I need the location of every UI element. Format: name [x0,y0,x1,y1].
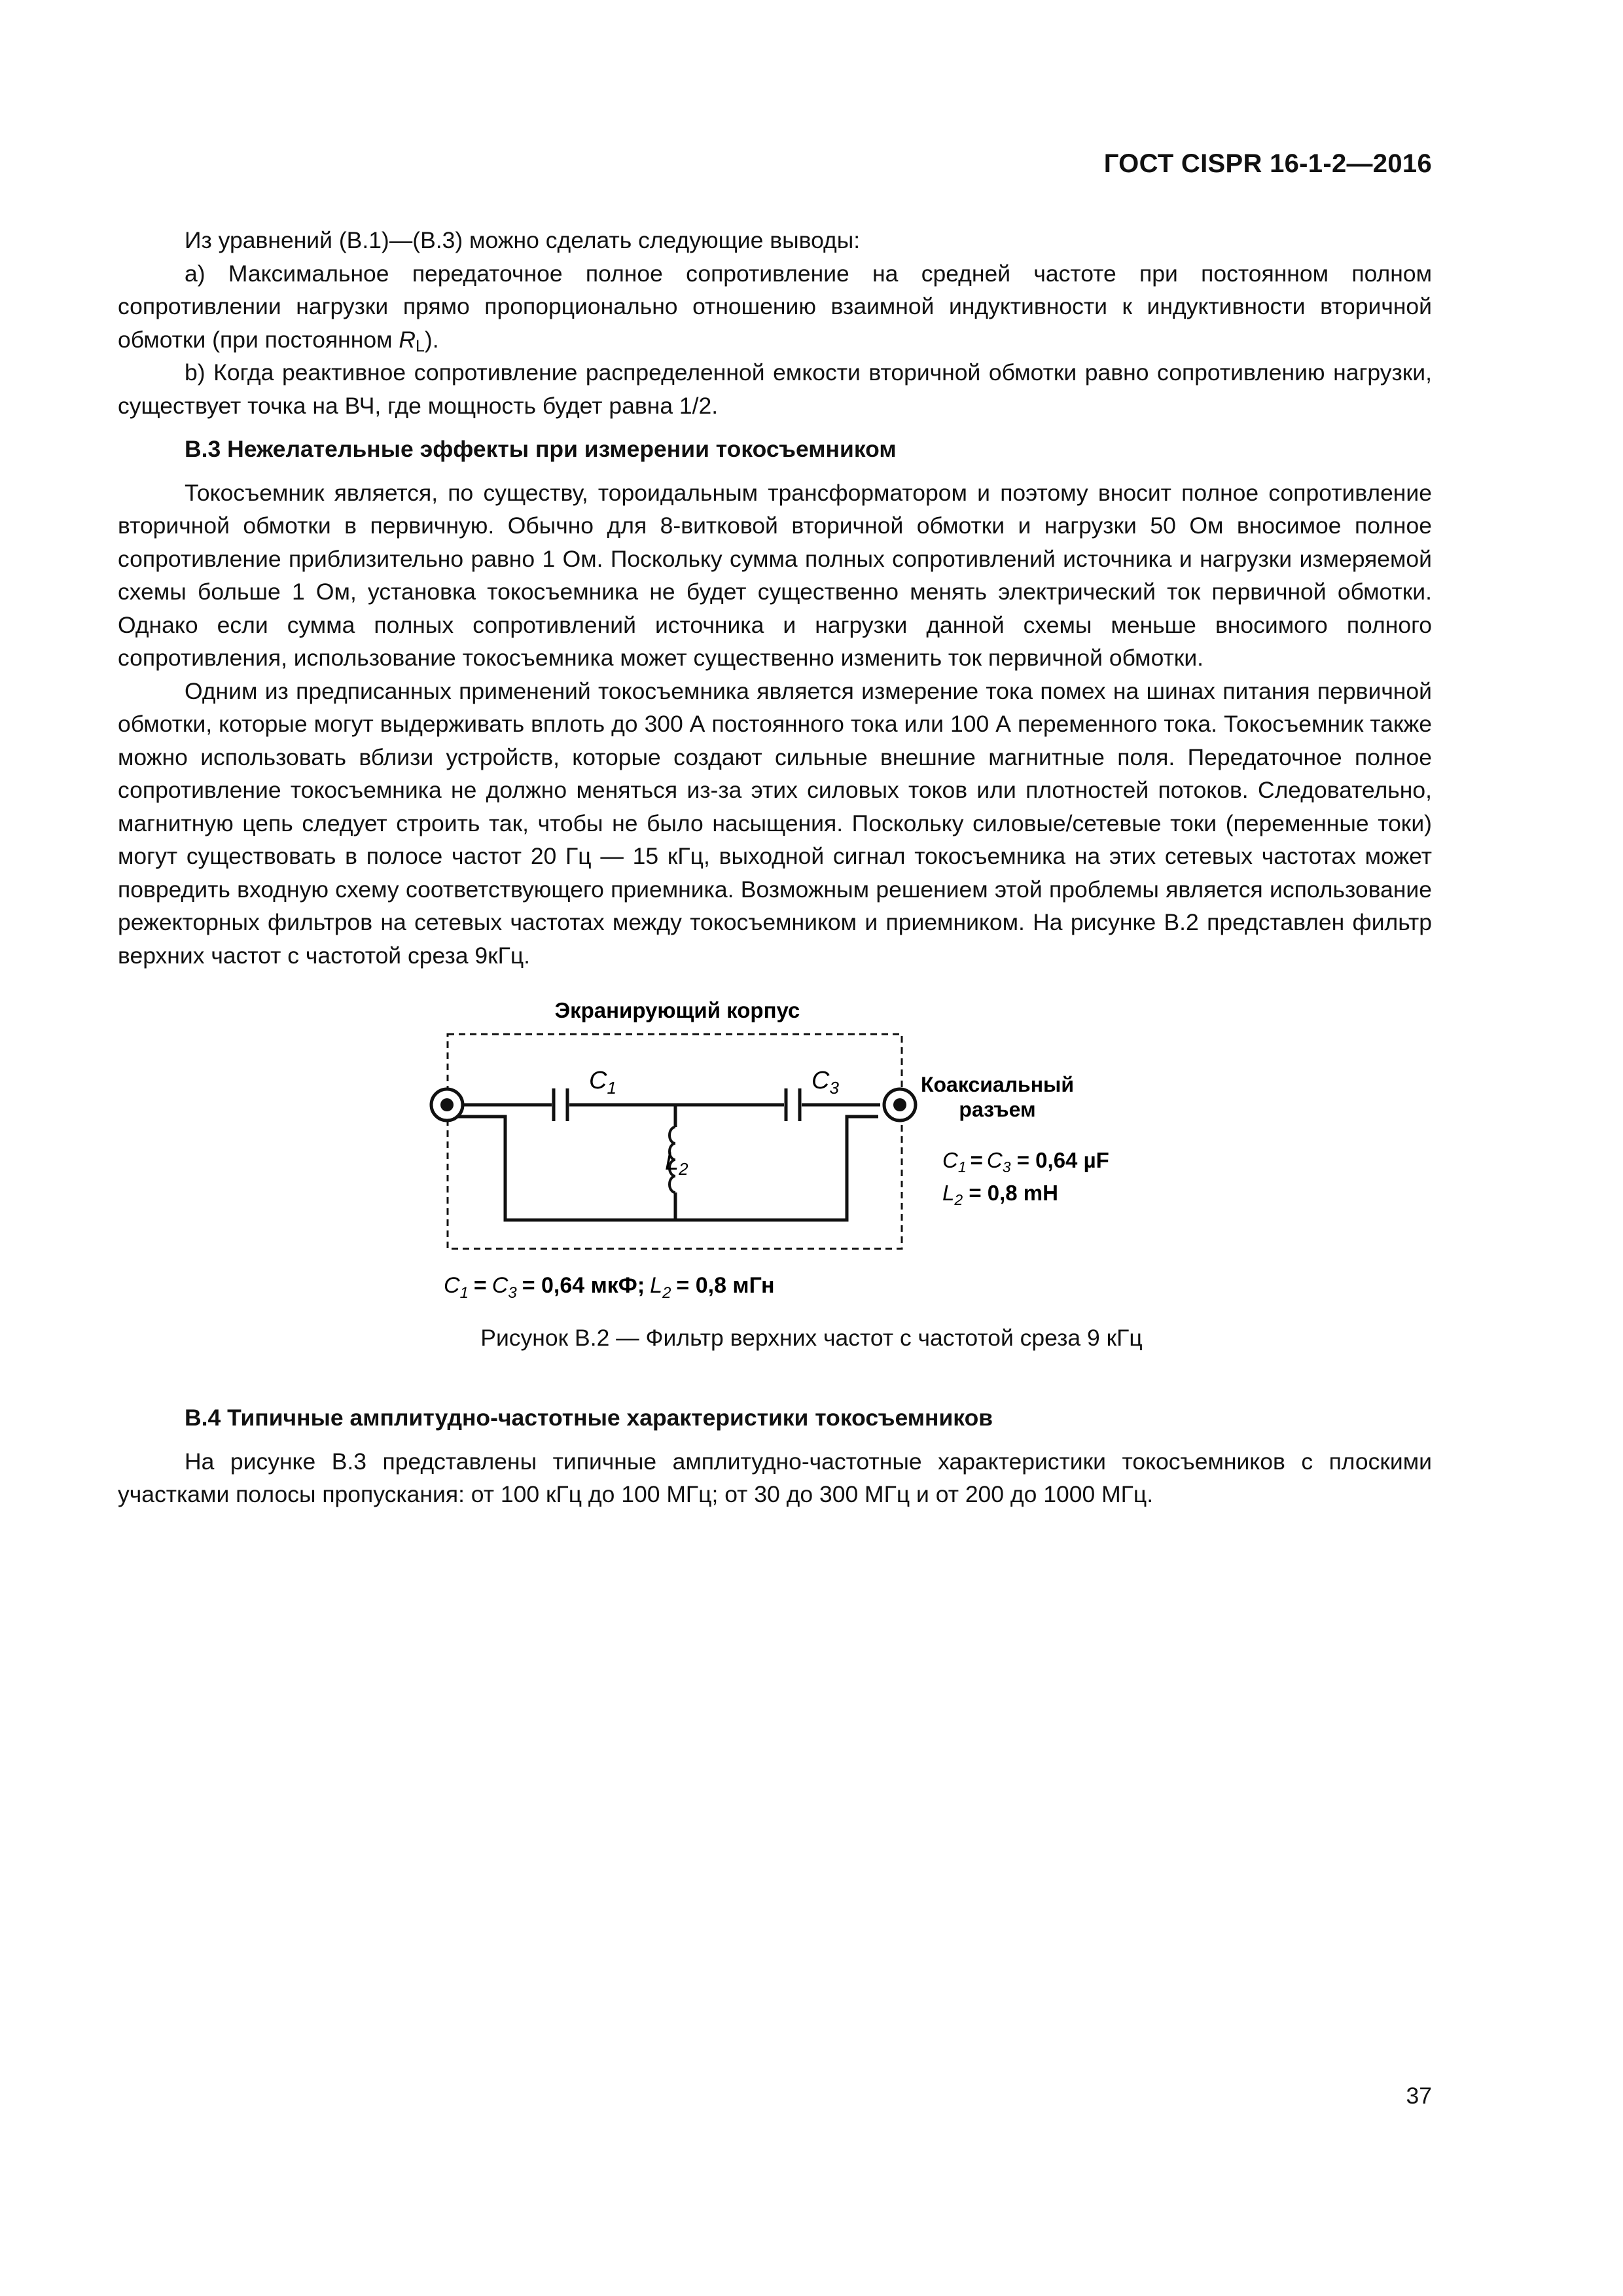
page-number: 37 [1406,2083,1432,2109]
intro-lead: Из уравнений (B.1)—(B.3) можно сделать следующие выводы: [185,227,861,253]
capacitance-spec: $C_1 = C_3 = 0,64$ µF [942,1148,1109,1175]
conclusion-a-end: ). [424,326,439,353]
resistance-symbol: R [399,326,416,353]
section-b4-heading: В.4 Типичные амплитудно-частотные характеристики токосъемников [185,1405,993,1431]
component-values: $C_1 = C_3 = 0,64$ мкФ; $L_2 = 0,8$ мГн [444,1273,775,1302]
coax-connector-right [884,1089,916,1121]
conclusion-b: b) Когда реактивное сопротивление распределенной емкости вторичной обмотки равно сопротивлению нагрузки, существует точка на ВЧ, где мощность будет равна 1/2. [118,359,1432,419]
conclusion-a-text: a) Максимальное передаточное полное сопротивление на средней частоте при постоянном полном сопротивлении нагрузки прямо пропорционально отношению взаимной индуктивности к индуктивности вторичной обмотки (при постоянном [118,260,1432,353]
section-b3-paragraph-2: Одним из предписанных применений токосъемника является измерение тока помех на шинах питания первичной обмотки, которые могут выдерживать вплоть до 300 А постоянного тока или 100 А переменного тока. Токосъемник также можно использовать вблизи устройств, которые создают сильные внешние магнитные поля. Передаточное полное сопротивление токосъемника не должно меняться из-за этих силовых токов или плотностей потоков. Следовательно, магнитную цепь следует строить так, чтобы не было насыщения. Поскольку силовые/сетевые токи (переменные токи) могут существовать в полосе частот 20 Гц — 15 кГц, выходной сигнал токосъемника на этих сетевых частотах может повредить входную схему соответствующего приемника. Возможным решением этой проблемы является использование режекторных фильтров на сетевых частотах между токосъемником и приемником. На рисунке В.2 представлен фильтр верхних частот с частотой среза 9кГц. [118,677,1432,969]
enclosure-label: Экранирующий корпус [554,998,800,1022]
section-b3-paragraph-1: Токосъемник является, по существу, тороидальным трансформатором и поэтому вносит полное сопротивление вторичной обмотки в первичную. Обычно для 8-витковой вторичной обмотки и нагрузки 50 Ом вносимое полное сопротивление приблизительно равно 1 Ом. Поскольку сумма полных сопротивлений источника и нагрузки измеряемой схемы больше 1 Ом, установка токосъемника не будет существенно менять электрический ток первичной обмотки. Однако если сумма полных сопротивлений источника и нагрузки данной схемы меньше вносимого полного сопротивления, использование токосъемника может существенно изменить ток первичной обмотки. [118,479,1432,671]
section-b4-block [118,1401,1432,1511]
section-b4-paragraph: На рисунке В.3 представлены типичные амплитудно-частотные характеристики токосъемников с плоскими участками полосы пропускания: от 100 кГц до 100 МГц; от 30 до 300 МГц и от 200 до 1000 МГц. [118,1448,1432,1507]
connector-label-line-1: Коаксиальный [920,1073,1075,1096]
standard-code: ГОСТ CISPR 16-1-2—2016 [1103,149,1432,178]
resistance-subscript: L [416,337,425,355]
inductance-spec: $L_2 = 0,8$ mH [942,1181,1058,1208]
figure-caption: Рисунок В.2 — Фильтр верхних частот с частотой среза 9 кГц [480,1325,1143,1351]
coax-connector-left [431,1089,463,1121]
l2-label: $L_2$ [665,1148,688,1179]
section-b3-heading: В.3 Нежелательные эффекты при измерении токосъемником [185,436,897,462]
capacitor-c3 [786,1088,800,1121]
capacitor-c1 [554,1088,567,1121]
c3-label: $C_3$ [812,1067,839,1098]
connector-label-line-2: разъем [959,1098,1036,1121]
c1-label: $C_1$ [589,1067,616,1098]
